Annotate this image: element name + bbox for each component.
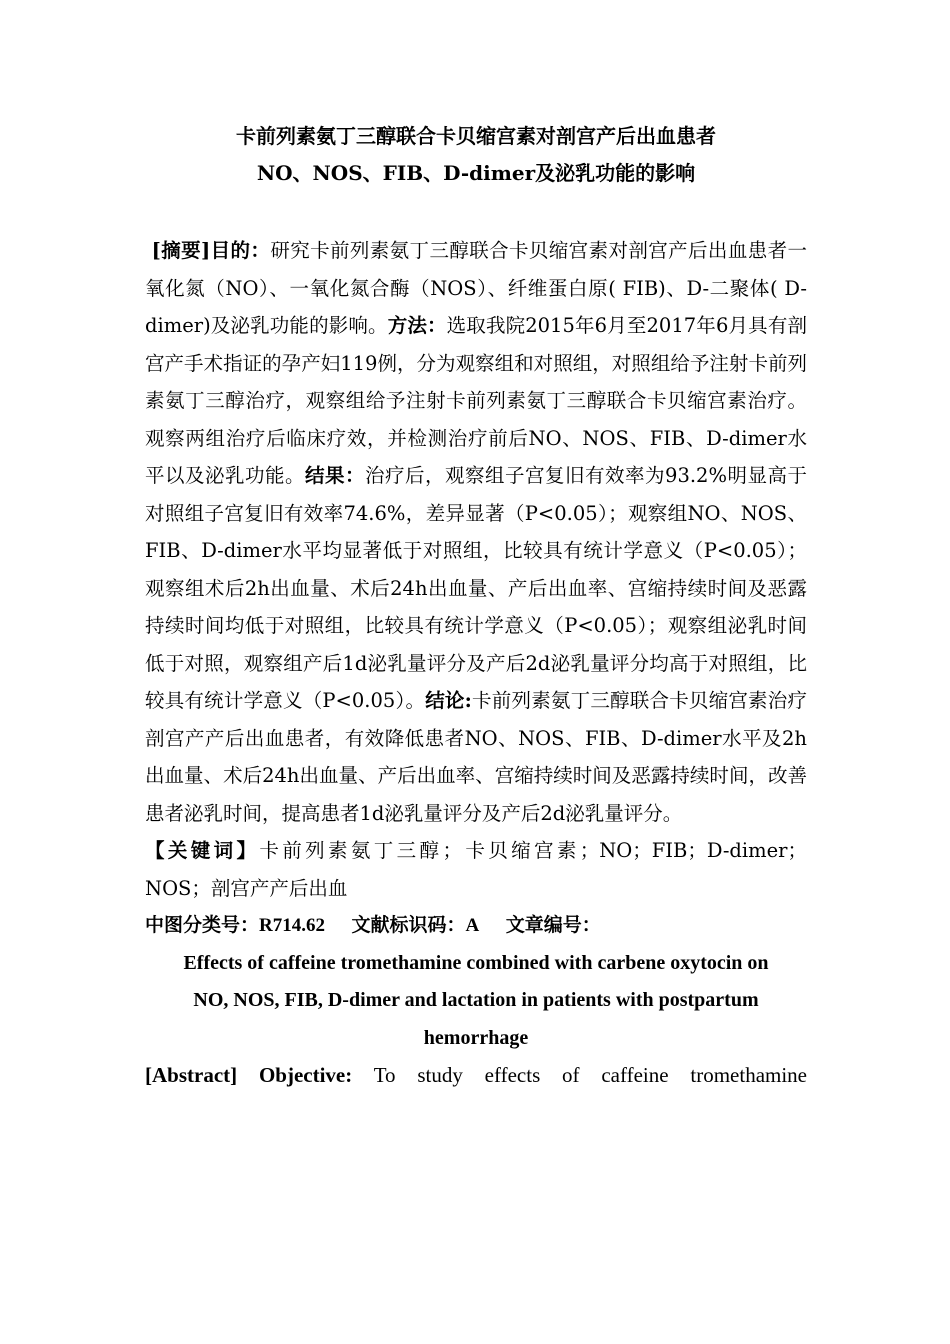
abstract-label: [摘要] bbox=[151, 239, 211, 262]
paper-page bbox=[145, 118, 807, 1095]
clc-value: R714.62 bbox=[259, 915, 325, 936]
result-text: 治疗后，观察组子宫复旧有效率为93.2%明显高于对照组子宫复旧有效率74.6%，差异显著（P<0.05）；观察组NO、NOS、FIB、D-dimer水平均显著低于对照组，比较具有统计学意义（P<0.05）；观察组术后2h出血量、术后24h出血量、产后出血率、宫缩持续时间及恶露持续时间均低于对照组，比较具有统计学意义（P<0.05）；观察组泌乳时间低于对照，观察组产后1d泌乳量评分及产后2d泌乳量评分均高于对照组，比较具有统计学意义（P<0.05）。 bbox=[145, 464, 807, 712]
english-abstract bbox=[145, 1057, 807, 1095]
en-title-line-2: NO, NOS, FIB, D-dimer and lactation in patients with postpartum bbox=[193, 989, 759, 1011]
en-objective-text: To study effects of caffeine tromethamine bbox=[373, 1063, 808, 1087]
title-spacer bbox=[145, 192, 807, 232]
en-abstract-label: [Abstract] bbox=[145, 1063, 238, 1087]
conclusion-label: 结论: bbox=[425, 689, 472, 712]
objective-label: 目的： bbox=[210, 239, 271, 262]
doc-code-value: A bbox=[465, 915, 480, 936]
clc-label: 中图分类号： bbox=[145, 914, 260, 936]
en-title-line-1: Effects of caffeine tromethamine combined with carbene oxytocin on bbox=[183, 951, 769, 974]
title-line-1: 卡前列素氨丁三醇联合卡贝缩宫素对剖宫产后出血患者 bbox=[236, 124, 716, 148]
keywords-text: 卡前列素氨丁三醇；卡贝缩宫素；NO；FIB；D-dimer；NOS；剖宫产产后出血 bbox=[145, 839, 807, 900]
doc-code-label: 文献标识码： bbox=[351, 914, 466, 936]
en-title-line-3: hemorrhage bbox=[423, 1026, 529, 1049]
conclusion-text: 卡前列素氨丁三醇联合卡贝缩宫素治疗剖宫产产后出血患者，有效降低患者NO、NOS、FIB、D-dimer水平及2h出血量、术后24h出血量、产后出血率、宫缩持续时间及恶露持续时间，改善患者泌乳时间，提高患者1d泌乳量评分及产后2d泌乳量评分。 bbox=[145, 689, 807, 825]
chinese-abstract bbox=[145, 232, 807, 832]
article-number-label: 文章编号： bbox=[505, 914, 601, 936]
paper-title-english bbox=[145, 945, 807, 1058]
method-text: 选取我院2015年6月至2017年6月具有剖宫产手术指证的孕产妇119例，分为观察组和对照组，对照组给予注射卡前列素氨丁三醇治疗，观察组给予注射卡前列素氨丁三醇联合卡贝缩宫素治疗。观察两组治疗后临床疗效，并检测治疗前后NO、NOS、FIB、D-dimer水平以及泌乳功能。 bbox=[145, 314, 807, 487]
paper-title-chinese bbox=[145, 118, 807, 192]
keywords-label: 【关键词】 bbox=[145, 839, 260, 862]
method-label: 方法： bbox=[387, 314, 447, 337]
en-objective-label: Objective: bbox=[258, 1063, 353, 1087]
result-label: 结果： bbox=[305, 464, 366, 487]
objective-text: 研究卡前列素氨丁三醇联合卡贝缩宫素对剖宫产后出血患者一氧化氮（NO）、一氧化氮合酶（NOS）、纤维蛋白原( FIB)、D-二聚体( D-dimer)及泌乳功能的影响。 bbox=[145, 239, 807, 337]
classification-line bbox=[145, 907, 807, 945]
title-line-2: NO、NOS、FIB、D-dimer及泌乳功能的影响 bbox=[256, 161, 696, 185]
keywords-line bbox=[145, 832, 807, 907]
